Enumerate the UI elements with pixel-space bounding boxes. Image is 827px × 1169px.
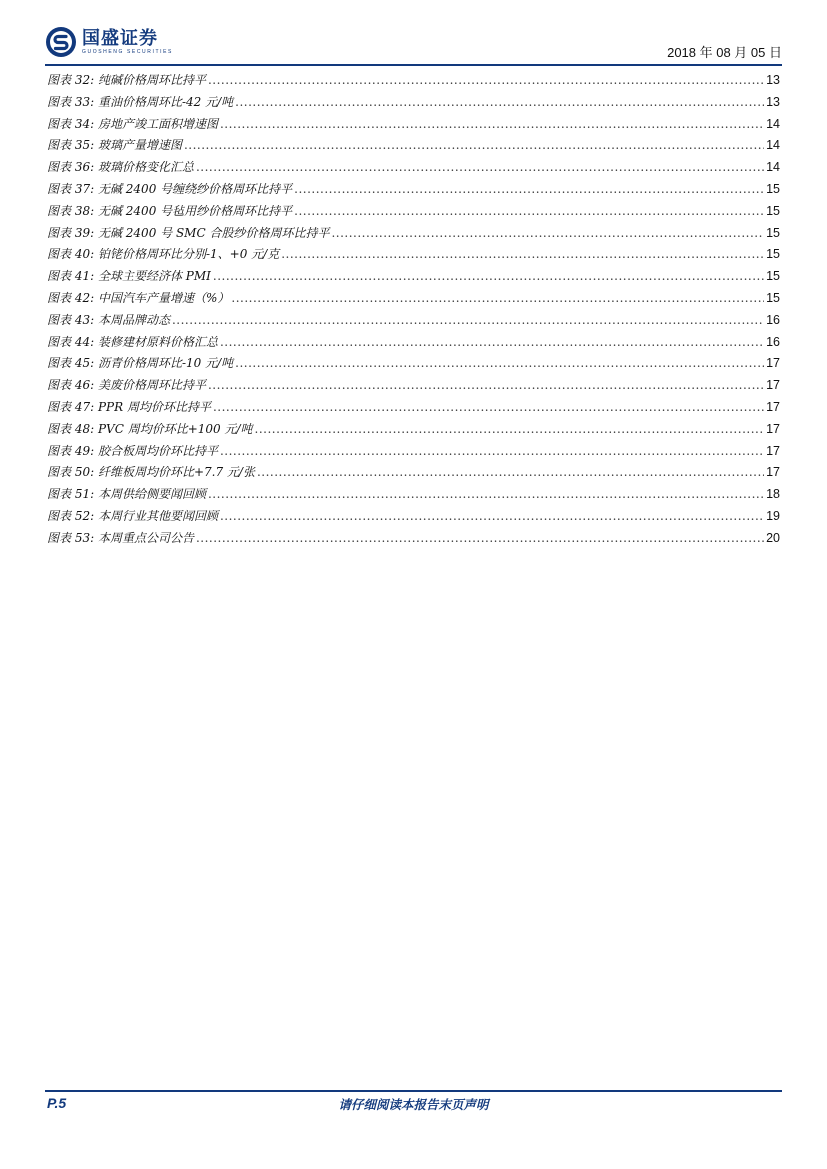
- toc-entry-caption: [47, 529, 194, 546]
- header-divider: [45, 64, 782, 66]
- toc-dot-leader: [257, 465, 764, 479]
- toc-dot-leader: [172, 313, 764, 327]
- toc-entry[interactable]: [47, 354, 780, 376]
- toc-entry-page: 15: [766, 247, 780, 262]
- toc-entry-page: 13: [766, 73, 780, 87]
- footer-divider: [45, 1090, 782, 1092]
- toc-entry-caption: [47, 158, 194, 175]
- toc-entry-text: PVC 周均价环比+100 元/吨: [97, 421, 253, 436]
- toc-entry-page: 15: [766, 225, 780, 240]
- toc-entry-title: 图表 53:: [47, 530, 95, 545]
- toc-entry-page: 17: [766, 465, 780, 480]
- report-date: 2018 年 08 月 05 日: [667, 45, 782, 60]
- toc-entry-text: 铂铑价格周环比分别-1、+0 元/克: [97, 247, 280, 262]
- toc-entry[interactable]: [47, 529, 780, 551]
- toc-entry-text: 本周行业其他要闻回顾: [97, 508, 218, 523]
- toc-entry[interactable]: [47, 507, 780, 529]
- toc-entry-caption: [47, 420, 253, 437]
- figure-index-list: [47, 71, 780, 551]
- toc-dot-leader: [220, 444, 764, 458]
- toc-entry[interactable]: [47, 267, 780, 289]
- toc-entry-page: 19: [766, 508, 780, 523]
- toc-entry-title: 图表 43:: [47, 312, 95, 327]
- toc-entry[interactable]: [47, 333, 780, 355]
- toc-entry[interactable]: [47, 224, 780, 246]
- toc-entry-text: 纤维板周均价环比+7.7 元/张: [97, 465, 255, 480]
- toc-entry-page: 16: [766, 312, 780, 327]
- toc-entry-caption: [47, 180, 292, 197]
- toc-entry-caption: [47, 507, 218, 524]
- toc-dot-leader: [220, 335, 764, 349]
- company-logo: [45, 26, 173, 58]
- toc-entry-title: 图表 39:: [47, 225, 95, 240]
- toc-entry-caption: [47, 376, 206, 393]
- toc-entry-caption: [47, 311, 170, 328]
- toc-dot-leader: [281, 247, 764, 261]
- toc-entry-caption: [47, 71, 206, 88]
- toc-dot-leader: [208, 73, 764, 87]
- toc-entry-caption: [47, 485, 206, 502]
- toc-entry-text: 玻璃产量增速图: [97, 138, 182, 153]
- toc-entry-title: 图表 44:: [47, 334, 95, 349]
- toc-entry-text: 中国汽车产量增速（%）: [97, 290, 230, 305]
- toc-entry-title: 图表 45:: [47, 356, 95, 371]
- toc-entry-text: 本周供给侧要闻回顾: [97, 487, 206, 502]
- toc-entry-caption: [47, 398, 211, 415]
- toc-entry-text: 房地产竣工面积增速图: [97, 116, 218, 131]
- toc-entry[interactable]: [47, 398, 780, 420]
- toc-entry-page: 17: [766, 399, 780, 414]
- toc-entry-page: 14: [766, 116, 780, 131]
- toc-entry-title: 图表 49:: [47, 443, 95, 458]
- toc-entry-title: 图表 46:: [47, 378, 95, 393]
- toc-dot-leader: [220, 117, 764, 131]
- toc-entry-text: 无碱 2400 号 SMC 合股纱价格周环比持平: [97, 225, 330, 240]
- toc-entry-text: 沥青价格周环比-10 元/吨: [97, 356, 234, 371]
- toc-entry-text: 无碱 2400 号毡用纱价格周环比持平: [97, 203, 293, 218]
- toc-entry-title: 图表 52:: [47, 508, 95, 523]
- toc-entry-text: 无碱 2400 号缠绕纱价格周环比持平: [97, 181, 293, 196]
- toc-entry-page: 15: [766, 181, 780, 196]
- toc-entry-title: 图表 41:: [47, 269, 95, 284]
- toc-entry[interactable]: [47, 463, 780, 485]
- toc-entry[interactable]: [47, 485, 780, 507]
- toc-entry-caption: [47, 289, 229, 306]
- toc-dot-leader: [184, 138, 764, 152]
- toc-dot-leader: [213, 400, 764, 414]
- toc-entry[interactable]: [47, 158, 780, 180]
- toc-entry-caption: [47, 115, 218, 132]
- page-header: [45, 22, 782, 64]
- toc-entry[interactable]: [47, 136, 780, 158]
- toc-entry-title: 图表 38:: [47, 203, 95, 218]
- toc-dot-leader: [196, 531, 764, 545]
- toc-dot-leader: [294, 204, 764, 218]
- page-number: P.5: [47, 1095, 67, 1111]
- toc-entry-text: 本周品牌动态: [97, 312, 170, 327]
- toc-entry[interactable]: [47, 376, 780, 398]
- toc-dot-leader: [220, 509, 764, 523]
- toc-entry-title: 图表 36:: [47, 160, 95, 175]
- toc-entry-caption: [47, 354, 233, 371]
- toc-entry-title: 图表 48:: [47, 421, 95, 436]
- toc-entry-page: 15: [766, 290, 780, 305]
- toc-dot-leader: [213, 269, 764, 283]
- toc-entry-text: 美废价格周环比持平: [97, 378, 206, 393]
- toc-entry-text: 重油价格周环比-42 元/吨: [97, 94, 234, 109]
- toc-entry-text: 全球主要经济体 PMI: [97, 269, 211, 284]
- toc-entry-page: 14: [766, 160, 780, 175]
- toc-dot-leader: [294, 182, 764, 196]
- toc-entry-title: 图表 35:: [47, 138, 95, 153]
- disclaimer-text: 请仔细阅读本报告末页声明: [338, 1097, 489, 1112]
- toc-entry-title: 图表 47:: [47, 399, 95, 414]
- toc-entry-text: 纯碱价格周环比持平: [97, 73, 206, 87]
- toc-entry-caption: [47, 224, 329, 241]
- logo-english-name: GUOSHENG SECURITIES: [82, 48, 173, 55]
- toc-entry-page: 17: [766, 378, 780, 393]
- toc-entry-text: 本周重点公司公告: [97, 530, 194, 545]
- toc-entry-page: 14: [766, 138, 780, 153]
- toc-entry-caption: [47, 267, 211, 284]
- toc-entry[interactable]: [47, 289, 780, 311]
- toc-entry-page: 13: [766, 94, 780, 109]
- toc-entry-title: 图表 32:: [47, 73, 95, 87]
- toc-entry-page: 15: [766, 203, 780, 218]
- toc-entry[interactable]: [47, 420, 780, 442]
- toc-dot-leader: [331, 226, 764, 240]
- toc-dot-leader: [208, 487, 764, 501]
- toc-entry[interactable]: [47, 311, 780, 333]
- toc-entry-caption: [47, 202, 292, 219]
- guosheng-logo-icon: [45, 26, 77, 58]
- toc-entry-text: PPR 周均价环比持平: [97, 399, 211, 414]
- toc-entry-page: 17: [766, 421, 780, 436]
- toc-entry-text: 胶合板周均价环比持平: [97, 443, 218, 458]
- toc-entry-caption: [47, 442, 218, 459]
- toc-dot-leader: [231, 291, 764, 305]
- toc-entry[interactable]: [47, 93, 780, 115]
- toc-entry-title: 图表 40:: [47, 247, 95, 262]
- logo-chinese-name: 国盛证券: [82, 27, 158, 49]
- toc-entry-title: 图表 51:: [47, 487, 95, 502]
- toc-entry-page: 17: [766, 356, 780, 371]
- toc-entry-page: 16: [766, 334, 780, 349]
- toc-entry-page: 17: [766, 443, 780, 458]
- toc-entry[interactable]: [47, 442, 780, 464]
- toc-entry-text: 玻璃价格变化汇总: [97, 160, 194, 175]
- toc-entry-caption: [47, 136, 182, 153]
- toc-dot-leader: [196, 160, 764, 174]
- toc-entry[interactable]: [47, 71, 780, 93]
- toc-dot-leader: [208, 378, 764, 392]
- toc-entry-page: 20: [766, 530, 780, 545]
- toc-entry-caption: [47, 463, 255, 480]
- toc-entry-caption: [47, 333, 218, 350]
- toc-entry-caption: [47, 93, 233, 110]
- toc-entry-title: 图表 37:: [47, 181, 95, 196]
- toc-entry-title: 图表 42:: [47, 290, 95, 305]
- toc-entry-title: 图表 34:: [47, 116, 95, 131]
- toc-dot-leader: [235, 95, 764, 109]
- toc-entry-title: 图表 33:: [47, 94, 95, 109]
- toc-entry-title: 图表 50:: [47, 465, 95, 480]
- toc-entry-page: 15: [766, 269, 780, 284]
- toc-entry-text: 装修建材原料价格汇总: [97, 334, 218, 349]
- toc-entry[interactable]: [47, 115, 780, 137]
- toc-entry[interactable]: [47, 245, 780, 267]
- toc-entry-page: 18: [766, 487, 780, 502]
- toc-dot-leader: [235, 356, 764, 370]
- toc-dot-leader: [255, 422, 765, 436]
- toc-entry-caption: [47, 245, 279, 262]
- toc-entry[interactable]: [47, 180, 780, 202]
- toc-entry[interactable]: [47, 202, 780, 224]
